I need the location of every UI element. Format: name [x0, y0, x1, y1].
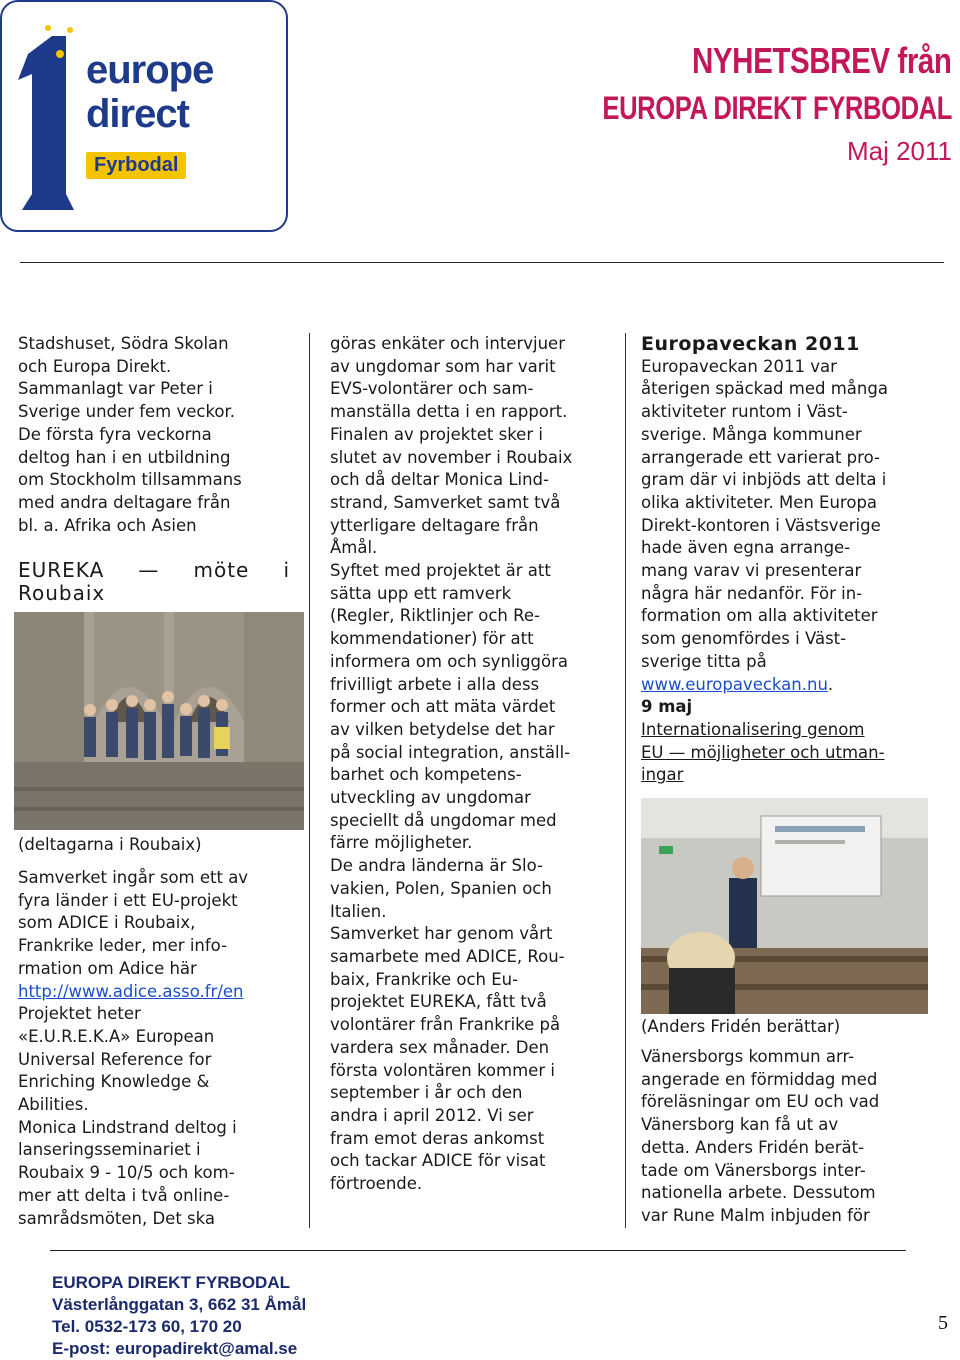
text-line: Italien.	[330, 901, 387, 921]
text-line: former och att mäta värdet	[330, 697, 556, 717]
column-2	[330, 333, 606, 1196]
text-line: ytterligare deltagare från	[330, 515, 539, 535]
text-line: De första fyra veckorna	[18, 424, 212, 444]
text-line: aktiviteter runtom i Väst-	[641, 402, 848, 422]
text-line: Samverket ingår som ett av	[18, 868, 249, 887]
footer-address: Västerlånggatan 3, 662 31 Åmål	[52, 1295, 307, 1314]
text-line: förtroende.	[330, 1174, 423, 1194]
text-line: var Rune Malm inbjuden för	[641, 1205, 870, 1225]
text-line: Monica Lindstrand deltog i	[18, 1117, 237, 1137]
text-line: Finalen av projektet sker i	[330, 424, 543, 444]
text-line: Sverige under fem veckor.	[18, 402, 236, 422]
footer-phone: Tel. 0532-173 60, 170 20	[52, 1317, 242, 1336]
text-line: Roubaix 9 - 10/5 och kom-	[18, 1163, 235, 1183]
text-line: De andra länderna är Slo-	[330, 856, 543, 876]
heading-line: EUREKA — möte i	[18, 558, 290, 583]
text-line: som genomfördes i Väst-	[641, 629, 847, 649]
text-line: barhet och kompetens-	[330, 765, 522, 785]
text-line: (Regler, Riktlinjer och Re-	[330, 606, 540, 626]
event-topic	[641, 719, 925, 787]
newsletter-date: Maj 2011	[846, 136, 952, 166]
text-line: av vilken betydelse det har	[330, 719, 555, 739]
text-line: Europaveckan 2011 var	[641, 356, 837, 376]
text-line: informera om och synliggöra	[330, 651, 569, 671]
text-line: och tackar ADICE för visat	[330, 1151, 546, 1171]
newsletter-org: EUROPA DIREKT FYRBODAL	[602, 90, 952, 126]
europe-direct-logo	[0, 0, 288, 232]
text-line: projektet EUREKA, fått två	[330, 992, 547, 1012]
text-line: Direkt-kontoren i Västsverige	[641, 515, 881, 535]
text-line: arrangerade ett varierat pro-	[641, 447, 880, 467]
logo-word-direct: direct	[86, 92, 189, 136]
text-line: mer att delta i två online-	[18, 1185, 230, 1205]
text-line: föreläsningar om EU och vad	[641, 1092, 880, 1112]
footer-divider	[50, 1250, 906, 1251]
text-line: Vänersborgs kommun arr-	[641, 1047, 855, 1066]
column-divider	[309, 333, 310, 1228]
text-line: sätta upp ett ramverk	[330, 583, 512, 603]
text-line: frivilligt arbete i alla dess	[330, 674, 540, 694]
text-line: Internationalisering genom	[641, 719, 865, 739]
text-line: samarbete med ADICE, Rou-	[330, 946, 565, 966]
text-line: samrådsmöten, Det ska	[18, 1208, 216, 1228]
text-line: volontärer från Frankrike på	[330, 1015, 561, 1035]
text-line: och då deltar Monica Lind-	[330, 470, 549, 490]
column-3: Europaveckan 2011 Europaveckan 2011 var återigen späckad med många aktiviteter runtom i Väst- sverige. Många kommuner arrangerade ett varierat pro- gram där vi inbjöds att delta i olika aktiviteter. Men Europa Direkt-kontoren i Västsverige hade även egna arrange- mang varav vi presenterar några här nedanför. För in- formation om alla aktiviteter som genomfördes i Väst- sverige titta på www.europaveckan.nu. 9 maj Internationalisering genom EU — möjligheter och utman- ingar	[641, 333, 925, 787]
text-line: baix, Frankrike och Eu-	[330, 969, 519, 989]
lecture-photo	[641, 798, 928, 1014]
text-line: och Europa Direkt.	[18, 356, 172, 376]
eureka-body	[18, 867, 290, 1230]
vanersborg-body	[641, 1046, 925, 1228]
section-heading-eureka	[18, 559, 290, 604]
text-line: slutet av november i Roubaix	[330, 447, 573, 467]
footer-org: EUROPA DIREKT FYRBODAL	[52, 1273, 290, 1292]
text-line: fyra länder i ett EU-projekt	[18, 890, 238, 910]
text-line: andra i april 2012. Vi ser	[330, 1105, 534, 1125]
footer-contact	[52, 1272, 306, 1360]
photo-caption-roubaix: (deltagarna i Roubaix)	[18, 835, 202, 854]
text-line: Vänersborg kan få ut av	[641, 1115, 839, 1135]
text-line: kommendationer) för att	[330, 629, 534, 649]
text-line: Stadshuset, Södra Skolan	[18, 334, 229, 353]
text-line: Samverket har genom vårt	[330, 924, 553, 944]
text-line: detta. Anders Fridén berät-	[641, 1137, 865, 1157]
text-line: mang varav vi presenterar	[641, 561, 862, 581]
text-line: Frankrike leder, mer info-	[18, 936, 228, 956]
text-line: göras enkäter och intervjuer	[330, 334, 565, 353]
text-line: september i år och den	[330, 1083, 523, 1103]
adice-link[interactable]: http://www.adice.asso.fr/en	[18, 981, 244, 1001]
logo-numeral-one-icon	[10, 14, 80, 224]
text-line: Syftet med projektet är att	[330, 561, 551, 581]
europaveckan-link[interactable]: www.europaveckan.nu	[641, 674, 828, 694]
logo-region: Fyrbodal	[86, 152, 186, 179]
text-line: sverige. Många kommuner	[641, 424, 862, 444]
text-line: Universal Reference for	[18, 1049, 212, 1069]
column-1	[18, 333, 290, 605]
text-line: om Stockholm tillsammans	[18, 470, 242, 490]
text-line: EVS-volontärer och sam-	[330, 379, 534, 399]
text-line: Åmål.	[330, 538, 378, 558]
text-line: bl. a. Afrika och Asien	[18, 515, 197, 535]
header-divider	[20, 262, 944, 263]
text-line: av ungdomar som har varit	[330, 356, 556, 376]
text-line: strand, Samverket samt två	[330, 492, 561, 512]
europaveckan-body	[641, 356, 925, 674]
text-line: formation om alla aktiviteter	[641, 606, 878, 626]
text-line: vakien, Polen, Spanien och	[330, 878, 552, 898]
text-line: EU — möjligheter och utman-	[641, 742, 885, 762]
europaveckan-heading: Europaveckan 2011	[641, 333, 860, 355]
text-line: speciellt då ungdomar med	[330, 810, 557, 830]
text-line: rmation om Adice här	[18, 958, 197, 978]
logo-word-europe: europe	[86, 48, 214, 92]
text-line: några här nedanför. För in-	[641, 583, 863, 603]
text-line: manställa detta i en rapport.	[330, 402, 568, 422]
text-line: ingar	[641, 765, 684, 785]
event-date: 9 maj	[641, 697, 693, 717]
text-line: med andra deltagare från	[18, 492, 231, 512]
text-line: tade om Vänersborgs inter-	[641, 1160, 866, 1180]
text-line: återigen späckad med många	[641, 379, 888, 399]
text-line: på social integration, anställ-	[330, 742, 571, 762]
text-line: angerade en förmiddag med	[641, 1069, 878, 1089]
text-line: hade även egna arrange-	[641, 538, 851, 558]
text-line: lanseringsseminariet i	[18, 1140, 201, 1160]
column-divider	[625, 333, 626, 1228]
text-line: Enriching Knowledge &	[18, 1072, 210, 1092]
text-line: första volontären kommer i	[330, 1060, 555, 1080]
text-line: gram där vi inbjöds att delta i	[641, 470, 887, 490]
roubaix-group-photo	[14, 612, 304, 830]
footer-email: E-post: europadirekt@amal.se	[52, 1339, 298, 1358]
text-line: Abilities.	[18, 1095, 89, 1115]
text-line: utveckling av ungdomar	[330, 788, 531, 808]
photo-caption-anders: (Anders Fridén berättar)	[641, 1017, 841, 1036]
text-line: färre möjligheter.	[330, 833, 473, 853]
text-line: som ADICE i Roubaix,	[18, 913, 196, 933]
page-number: 5	[938, 1312, 948, 1334]
newsletter-title: NYHETSBREV från	[692, 40, 952, 81]
text-line: fram emot deras ankomst	[330, 1128, 545, 1148]
text-line: sverige titta på	[641, 651, 767, 671]
text-line: nationella arbete. Dessutom	[641, 1183, 876, 1203]
text-line: Projektet heter	[18, 1004, 141, 1024]
text-line: deltog han i en utbildning	[18, 447, 231, 467]
intro-paragraph	[18, 333, 290, 537]
heading-line: Roubaix	[18, 581, 106, 606]
text-line: Sammanlagt var Peter i	[18, 379, 213, 399]
text-line: olika aktiviteter. Men Europa	[641, 492, 878, 512]
text-line: «E.U.R.E.K.A» European	[18, 1026, 215, 1046]
text-line: vardera sex månader. Den	[330, 1037, 550, 1057]
